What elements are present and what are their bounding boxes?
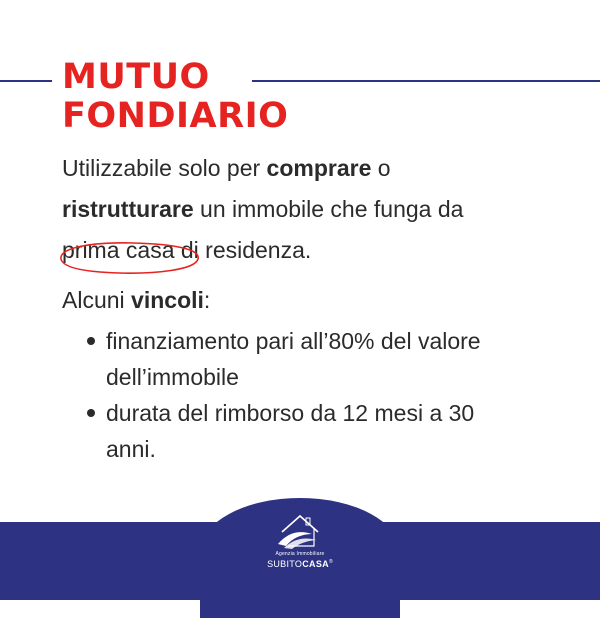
list-item	[106, 395, 526, 467]
title-line-2: FONDIARIO	[62, 96, 289, 136]
title-rule-left	[0, 80, 52, 82]
intro-bold-buy: comprare	[266, 155, 372, 181]
intro-paragraph	[62, 148, 562, 271]
title-rule-right	[252, 80, 600, 82]
house-logo-icon	[274, 510, 326, 550]
constraints-heading-bold: vincoli	[131, 287, 204, 313]
circled-text: prima casa	[62, 237, 175, 263]
intro-text-1: Utilizzabile solo per	[62, 155, 267, 181]
intro-text-4: di residenza.	[174, 237, 312, 263]
circled-phrase	[62, 237, 174, 263]
intro-bold-renovate: ristrutturare	[62, 196, 194, 222]
logo-name-light: SUBITO	[267, 559, 303, 569]
intro-text-3: un immobile che funga da	[193, 196, 464, 222]
bullet-dot-icon	[87, 337, 95, 345]
page-title	[62, 58, 288, 136]
logo-name-bold: CASA	[302, 559, 329, 569]
logo-tagline: Agenzia Immobiliare	[275, 551, 325, 557]
intro-text-2: o	[371, 155, 391, 181]
constraints-heading	[62, 284, 210, 316]
list-item-text: finanziamento pari all’80% del valore dell’immobile	[106, 328, 481, 390]
constraints-heading-suffix: :	[203, 287, 211, 313]
bullet-dot-icon	[87, 409, 95, 417]
constraints-list	[106, 323, 526, 467]
logo-wordmark	[250, 557, 350, 570]
constraints-heading-text: Alcuni	[62, 287, 132, 313]
list-item-text: durata del rimborso da 12 mesi a 30 anni.	[106, 400, 475, 462]
brand-logo	[250, 510, 350, 590]
list-item	[106, 323, 526, 395]
registered-mark: ®	[328, 559, 333, 565]
title-line-1: MUTUO	[62, 57, 210, 97]
